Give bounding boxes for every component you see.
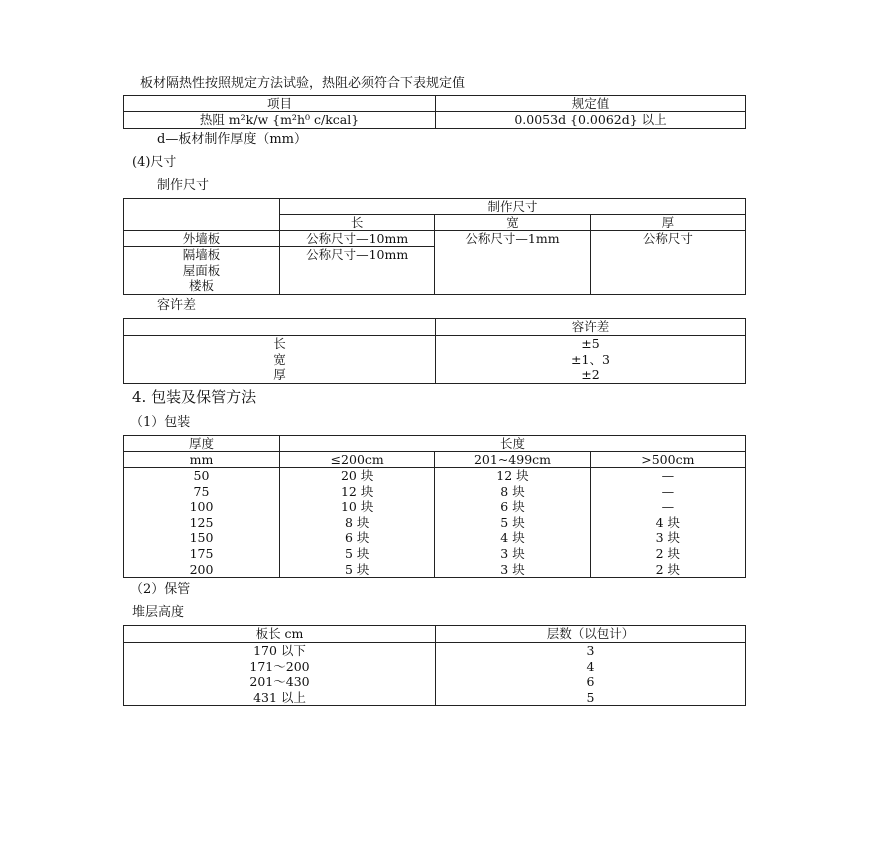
- table-cell: 12 块: [496, 468, 529, 483]
- table-cell: 431 以上: [253, 689, 306, 705]
- table-cell: 8 块: [500, 483, 525, 499]
- intro-text: 板材隔热性按照规定方法试验，热阻必须符合下表规定值: [140, 76, 466, 91]
- table-cell: 201～430: [249, 674, 310, 690]
- size-header-thickness: 厚: [590, 215, 745, 231]
- table-cell: 200: [189, 561, 214, 577]
- tolerance-table: [123, 318, 746, 384]
- packaging-col-thickness: [124, 468, 280, 578]
- row-label-roof: 屋面板: [182, 262, 221, 278]
- table-cell: 6 块: [500, 499, 525, 515]
- other-length: 公称尺寸—10mm: [280, 247, 435, 295]
- stack-table: [123, 625, 746, 706]
- table-cell: 75: [193, 483, 210, 499]
- table-cell: 170 以下: [253, 643, 306, 658]
- table-cell: —: [661, 468, 675, 483]
- size-header-length: 长: [280, 215, 435, 231]
- size-label: 制作尺寸: [157, 178, 210, 193]
- table-cell: 2 块: [655, 561, 681, 577]
- stack-label: 堆层高度: [132, 605, 185, 620]
- packaging-label: （1）包装: [130, 415, 191, 430]
- table-cell: 2 块: [655, 545, 681, 561]
- thermal-table: [123, 95, 746, 129]
- table-cell: 4 块: [500, 530, 525, 546]
- length-header: 长度: [280, 436, 746, 452]
- table-cell: 3 块: [655, 530, 681, 546]
- tolerance-header: 容许差: [436, 319, 746, 336]
- table-cell: 4: [586, 658, 595, 674]
- size-table: [123, 198, 746, 295]
- length-col-3: >500cm: [590, 452, 745, 468]
- size-group-header: 制作尺寸: [280, 199, 746, 215]
- tolerance-item-length: 长: [273, 336, 286, 351]
- table-cell: 125: [189, 514, 214, 530]
- row-label-outer-wall: 外墙板: [124, 231, 280, 247]
- length-col-1: ≤200cm: [280, 452, 435, 468]
- table-cell: 10 块: [340, 499, 374, 515]
- table-cell: 3 块: [500, 561, 525, 577]
- row-labels-group: [124, 247, 280, 295]
- table-cell: 175: [189, 545, 214, 561]
- row-label-partition: 隔墙板: [182, 247, 221, 262]
- table-cell: 20 块: [340, 468, 374, 483]
- tolerance-value-length: ±5: [581, 336, 600, 351]
- size-header-width: 宽: [435, 215, 590, 231]
- table-cell: 8 块: [344, 514, 370, 530]
- section-heading: 4. 包装及保管方法: [132, 388, 257, 406]
- outer-wall-length: 公称尺寸—10mm: [280, 231, 435, 247]
- table-cell: —: [661, 483, 675, 499]
- thickness-header: 厚度: [124, 436, 280, 452]
- table-cell: 100: [189, 499, 214, 515]
- table-cell: 150: [189, 530, 214, 546]
- packaging-col-3: [590, 468, 745, 578]
- stack-header-layers: 层数（以包计）: [436, 626, 746, 643]
- row-label-floor: 楼板: [188, 278, 214, 294]
- table-cell: 3 块: [500, 545, 525, 561]
- table-cell: 6: [586, 674, 595, 690]
- width-value: 公称尺寸—1mm: [435, 231, 590, 295]
- table-cell: —: [661, 499, 675, 515]
- tolerance-value-width: ±1、3: [571, 351, 610, 367]
- tolerance-label: 容许差: [157, 298, 197, 313]
- table-cell: 5 块: [344, 561, 370, 577]
- d-note: d—板材制作厚度（mm）: [157, 132, 307, 147]
- table-cell: 3: [586, 643, 595, 658]
- tolerance-items: [124, 336, 436, 384]
- tolerance-corner: [124, 319, 436, 336]
- table-cell: 171～200: [249, 658, 310, 674]
- table-cell: 5: [586, 689, 595, 705]
- stack-col-layers: [436, 643, 746, 706]
- table-cell: 5 块: [344, 545, 370, 561]
- packaging-col-2: [435, 468, 590, 578]
- length-col-2: 201~499cm: [435, 452, 590, 468]
- tolerance-item-width: 宽: [273, 351, 286, 367]
- tolerance-item-thickness: 厚: [273, 367, 286, 383]
- thermal-item: 热阻 m²k/w {m²h⁰ c/kcal}: [124, 112, 436, 129]
- table-cell: 4 块: [655, 514, 681, 530]
- tolerance-value-thickness: ±2: [581, 367, 600, 383]
- packaging-col-1: [280, 468, 435, 578]
- header-value: 规定值: [436, 96, 746, 112]
- thickness-value: 公称尺寸: [590, 231, 745, 295]
- table-cell: 5 块: [500, 514, 525, 530]
- stack-header-length: 板长 cm: [124, 626, 436, 643]
- size-corner: [124, 199, 280, 231]
- header-item: 项目: [124, 96, 436, 112]
- thermal-value: 0.0053d {0.0062d} 以上: [436, 112, 746, 129]
- storage-label: （2）保管: [130, 582, 191, 597]
- packaging-table: [123, 435, 746, 578]
- tolerance-values: [436, 336, 746, 384]
- table-cell: 12 块: [340, 483, 374, 499]
- thickness-unit: mm: [124, 452, 280, 468]
- table-cell: 6 块: [344, 530, 370, 546]
- table-cell: 50: [193, 468, 210, 483]
- stack-col-length: [124, 643, 436, 706]
- section-size: (4)尺寸: [132, 155, 177, 170]
